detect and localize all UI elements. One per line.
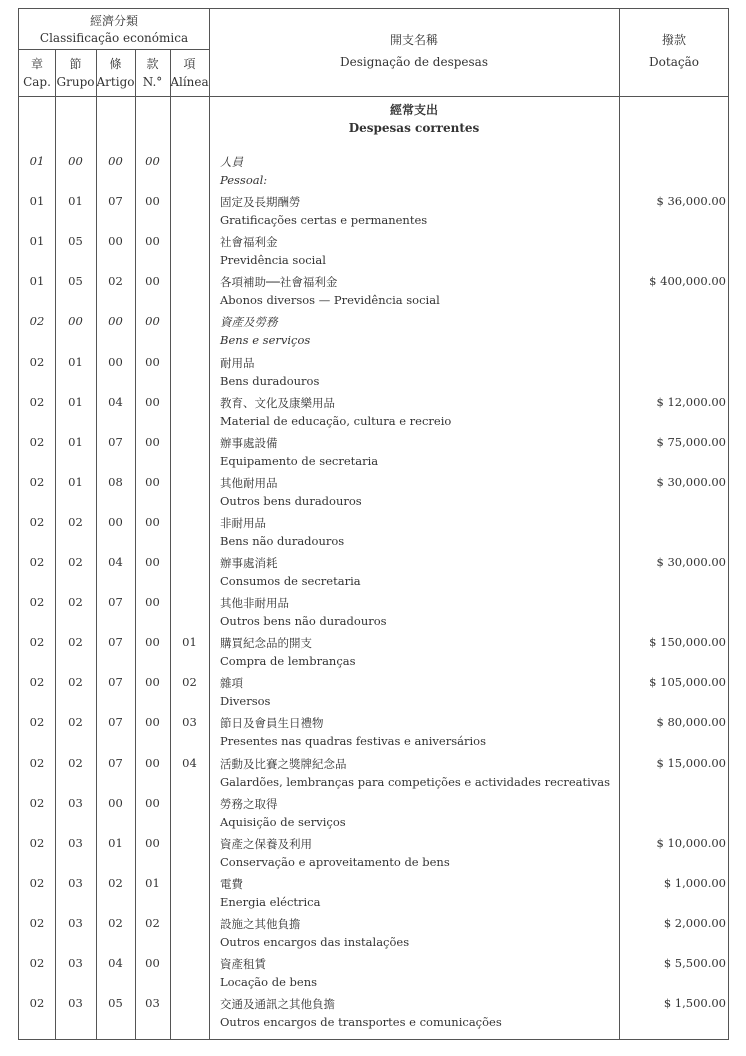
code-cap: 02 [29, 795, 45, 810]
code-n: 00 [145, 675, 160, 690]
designation-pt: Consumos de secretaria [220, 574, 361, 588]
col-n-zh: 款 [146, 57, 159, 71]
code-n: 00 [145, 555, 160, 569]
section-title-zh: 經常支出 [389, 103, 438, 117]
code-grupo: 02 [68, 635, 83, 650]
col-artigo-zh: 條 [109, 57, 122, 71]
code-cap: 02 [29, 314, 45, 329]
code-artigo: 08 [108, 474, 123, 489]
code-n: 01 [145, 875, 160, 890]
code-artigo: 07 [108, 635, 123, 650]
code-alinea: 02 [182, 675, 197, 690]
code-cap: 02 [29, 996, 45, 1011]
code-alinea: 01 [182, 635, 197, 650]
code-cap: 02 [29, 675, 45, 690]
dotacao-amount: $ 150,000.00 [649, 635, 726, 650]
designation-zh: 耐用品 [220, 355, 255, 370]
code-artigo: 07 [108, 675, 123, 690]
code-artigo: 04 [108, 555, 123, 569]
designation-pt: Galardões, lembranças para competições e actividades recreativas [220, 774, 611, 789]
code-artigo: 02 [108, 274, 123, 289]
designation-zh: 資產及勞務 [220, 315, 278, 330]
classification-header-zh: 經濟分類 [89, 14, 138, 28]
col-alinea-pt: Alínea [170, 75, 209, 89]
designation-zh: 人員 [220, 155, 243, 169]
code-artigo: 07 [108, 755, 123, 770]
code-n: 00 [145, 474, 160, 489]
designation-pt: Outros bens não duradouros [220, 614, 387, 629]
code-grupo: 02 [68, 514, 83, 529]
code-grupo: 05 [68, 234, 83, 249]
header-subdivider [19, 49, 209, 50]
code-grupo: 03 [68, 996, 83, 1011]
dotacao-amount: $ 1,000.00 [663, 875, 726, 890]
dotacao-amount: $ 75,000.00 [656, 434, 726, 449]
designation-pt: Material de educação, cultura e recreio [220, 413, 452, 428]
dotacao-amount: $ 5,500.00 [663, 956, 726, 970]
dotacao-amount: $ 2,000.00 [663, 915, 726, 930]
classification-header-pt: Classificação económica [39, 31, 189, 45]
code-grupo: 02 [68, 675, 83, 690]
col-grupo-pt: Grupo [56, 75, 95, 89]
code-grupo: 00 [68, 314, 83, 329]
designation-pt: Bens duradouros [220, 373, 320, 388]
designation-pt: Presentes nas quadras festivas e aniversários [220, 734, 486, 749]
code-n: 00 [145, 434, 160, 449]
code-artigo: 07 [108, 434, 123, 449]
code-cap: 02 [29, 354, 45, 369]
code-cap: 02 [29, 715, 45, 730]
designation-pt: Conservação e aproveitamento de bens [220, 854, 450, 869]
code-artigo: 00 [108, 354, 123, 369]
code-cap: 02 [29, 915, 45, 930]
code-n: 00 [145, 715, 160, 730]
code-artigo: 01 [108, 835, 123, 850]
designation-zh: 辦事處消耗 [220, 556, 278, 570]
code-n: 03 [145, 996, 160, 1011]
dotacao-amount: $ 80,000.00 [656, 715, 726, 730]
code-cap: 01 [29, 194, 45, 209]
code-grupo: 03 [68, 835, 83, 850]
dotacao-amount: $ 105,000.00 [649, 675, 726, 690]
code-artigo: 00 [108, 514, 123, 529]
designation-pt: Bens não duradouros [220, 533, 345, 548]
code-n: 00 [145, 274, 160, 289]
code-grupo: 01 [68, 474, 83, 489]
dotacao-header-pt: Dotação [649, 55, 699, 69]
code-artigo: 00 [108, 234, 123, 249]
code-artigo: 00 [108, 795, 123, 810]
code-n: 00 [145, 795, 160, 810]
code-cap: 02 [29, 595, 45, 610]
designation-pt: Abonos diversos — Previdência social [220, 293, 440, 308]
designation-pt: Outros encargos das instalações [220, 934, 410, 949]
code-alinea: 04 [182, 755, 197, 770]
section-title-pt: Despesas correntes [348, 121, 480, 135]
code-cap: 02 [29, 555, 45, 569]
code-artigo: 07 [108, 194, 123, 209]
designation-header-pt: Designação de despesas [340, 55, 488, 69]
code-cap: 02 [29, 875, 45, 890]
designation-zh: 設施之其他負擔 [220, 916, 301, 931]
code-n: 00 [145, 595, 160, 610]
code-grupo: 03 [68, 915, 83, 930]
code-cap: 02 [29, 394, 45, 409]
designation-zh: 資產之保養及利用 [220, 836, 312, 851]
designation-zh: 其他非耐用品 [220, 596, 289, 611]
designation-zh: 購買紀念品的開支 [220, 636, 312, 651]
code-artigo: 00 [108, 154, 123, 168]
code-cap: 02 [29, 434, 45, 449]
designation-zh: 各項補助──社會福利金 [220, 275, 338, 290]
designation-zh: 其他耐用品 [220, 475, 278, 490]
column-divider [170, 9, 171, 1039]
dotacao-amount: $ 10,000.00 [656, 835, 726, 850]
designation-zh: 電費 [220, 876, 243, 891]
code-alinea: 03 [182, 715, 197, 730]
code-grupo: 05 [68, 274, 83, 289]
dotacao-amount: $ 30,000.00 [656, 474, 726, 489]
code-artigo: 02 [108, 875, 123, 890]
dotacao-amount: $ 12,000.00 [656, 394, 726, 409]
designation-pt: Outros bens duradouros [220, 493, 362, 508]
code-n: 00 [145, 956, 160, 970]
code-grupo: 02 [68, 755, 83, 770]
code-artigo: 04 [108, 394, 123, 409]
code-n: 00 [145, 755, 160, 770]
code-n: 00 [145, 354, 160, 369]
designation-header-zh: 開支名稱 [389, 33, 438, 47]
dotacao-amount: $ 400,000.00 [649, 274, 726, 289]
code-n: 02 [145, 915, 160, 930]
designation-pt: Bens e serviços [220, 333, 311, 348]
dotacao-amount: $ 1,500.00 [663, 996, 726, 1011]
code-artigo: 04 [108, 956, 123, 970]
code-n: 00 [145, 194, 160, 209]
code-grupo: 01 [68, 394, 83, 409]
col-alinea-zh: 項 [183, 57, 196, 71]
col-artigo-pt: Artigo [96, 75, 135, 89]
designation-zh: 社會福利金 [220, 235, 278, 250]
code-artigo: 00 [108, 314, 123, 329]
designation-zh: 活動及比賽之獎牌紀念品 [220, 756, 347, 771]
code-n: 00 [145, 835, 160, 850]
col-cap-zh: 章 [30, 57, 43, 71]
header-bottom-rule [19, 96, 728, 97]
code-cap: 02 [29, 956, 45, 970]
designation-pt: Outros encargos de transportes e comunicações [220, 1015, 502, 1030]
code-grupo: 01 [68, 434, 83, 449]
code-grupo: 03 [68, 956, 83, 970]
code-n: 00 [145, 154, 160, 168]
code-cap: 02 [29, 514, 45, 529]
budget-table [18, 8, 729, 1040]
designation-zh: 非耐用品 [220, 515, 266, 530]
designation-zh: 交通及通訊之其他負擔 [220, 997, 335, 1012]
code-n: 00 [145, 234, 160, 249]
code-grupo: 02 [68, 715, 83, 730]
column-divider [209, 9, 210, 1039]
dotacao-amount: $ 36,000.00 [656, 194, 726, 209]
designation-zh: 辦事處設備 [220, 435, 278, 450]
designation-pt: Diversos [220, 694, 271, 709]
designation-pt: Pessoal: [220, 173, 268, 187]
dotacao-amount: $ 30,000.00 [656, 555, 726, 569]
designation-zh: 資產租賃 [220, 957, 266, 971]
code-grupo: 03 [68, 875, 83, 890]
code-cap: 01 [29, 234, 45, 249]
code-cap: 02 [29, 755, 45, 770]
designation-zh: 勞務之取得 [220, 796, 278, 811]
code-grupo: 02 [68, 595, 83, 610]
designation-pt: Locação de bens [220, 975, 318, 989]
code-cap: 02 [29, 474, 45, 489]
designation-pt: Compra de lembranças [220, 654, 356, 669]
code-artigo: 05 [108, 996, 123, 1011]
designation-pt: Previdência social [220, 253, 326, 268]
code-grupo: 01 [68, 354, 83, 369]
code-grupo: 00 [68, 154, 83, 168]
col-cap-pt: Cap. [23, 75, 51, 89]
designation-pt: Energia eléctrica [220, 894, 321, 909]
code-grupo: 03 [68, 795, 83, 810]
dotacao-header-zh: 撥款 [661, 33, 686, 47]
designation-zh: 節日及會員生日禮物 [220, 716, 324, 731]
designation-zh: 固定及長期酬勞 [220, 195, 301, 210]
designation-pt: Aquisição de serviços [220, 814, 346, 829]
dotacao-amount: $ 15,000.00 [656, 755, 726, 770]
code-cap: 01 [29, 154, 45, 168]
designation-pt: Gratificações certas e permanentes [220, 213, 428, 228]
col-grupo-zh: 節 [69, 57, 82, 71]
code-n: 00 [145, 635, 160, 650]
code-artigo: 02 [108, 915, 123, 930]
designation-zh: 雜項 [220, 676, 243, 691]
code-cap: 01 [29, 274, 45, 289]
code-cap: 02 [29, 835, 45, 850]
code-n: 00 [145, 314, 160, 329]
col-n-pt: N.° [142, 75, 163, 89]
code-artigo: 07 [108, 715, 123, 730]
code-grupo: 02 [68, 555, 83, 569]
designation-zh: 教育、文化及康樂用品 [220, 395, 335, 410]
code-cap: 02 [29, 635, 45, 650]
code-artigo: 07 [108, 595, 123, 610]
designation-pt: Equipamento de secretaria [220, 453, 379, 468]
code-n: 00 [145, 394, 160, 409]
code-grupo: 01 [68, 194, 83, 209]
code-n: 00 [145, 514, 160, 529]
